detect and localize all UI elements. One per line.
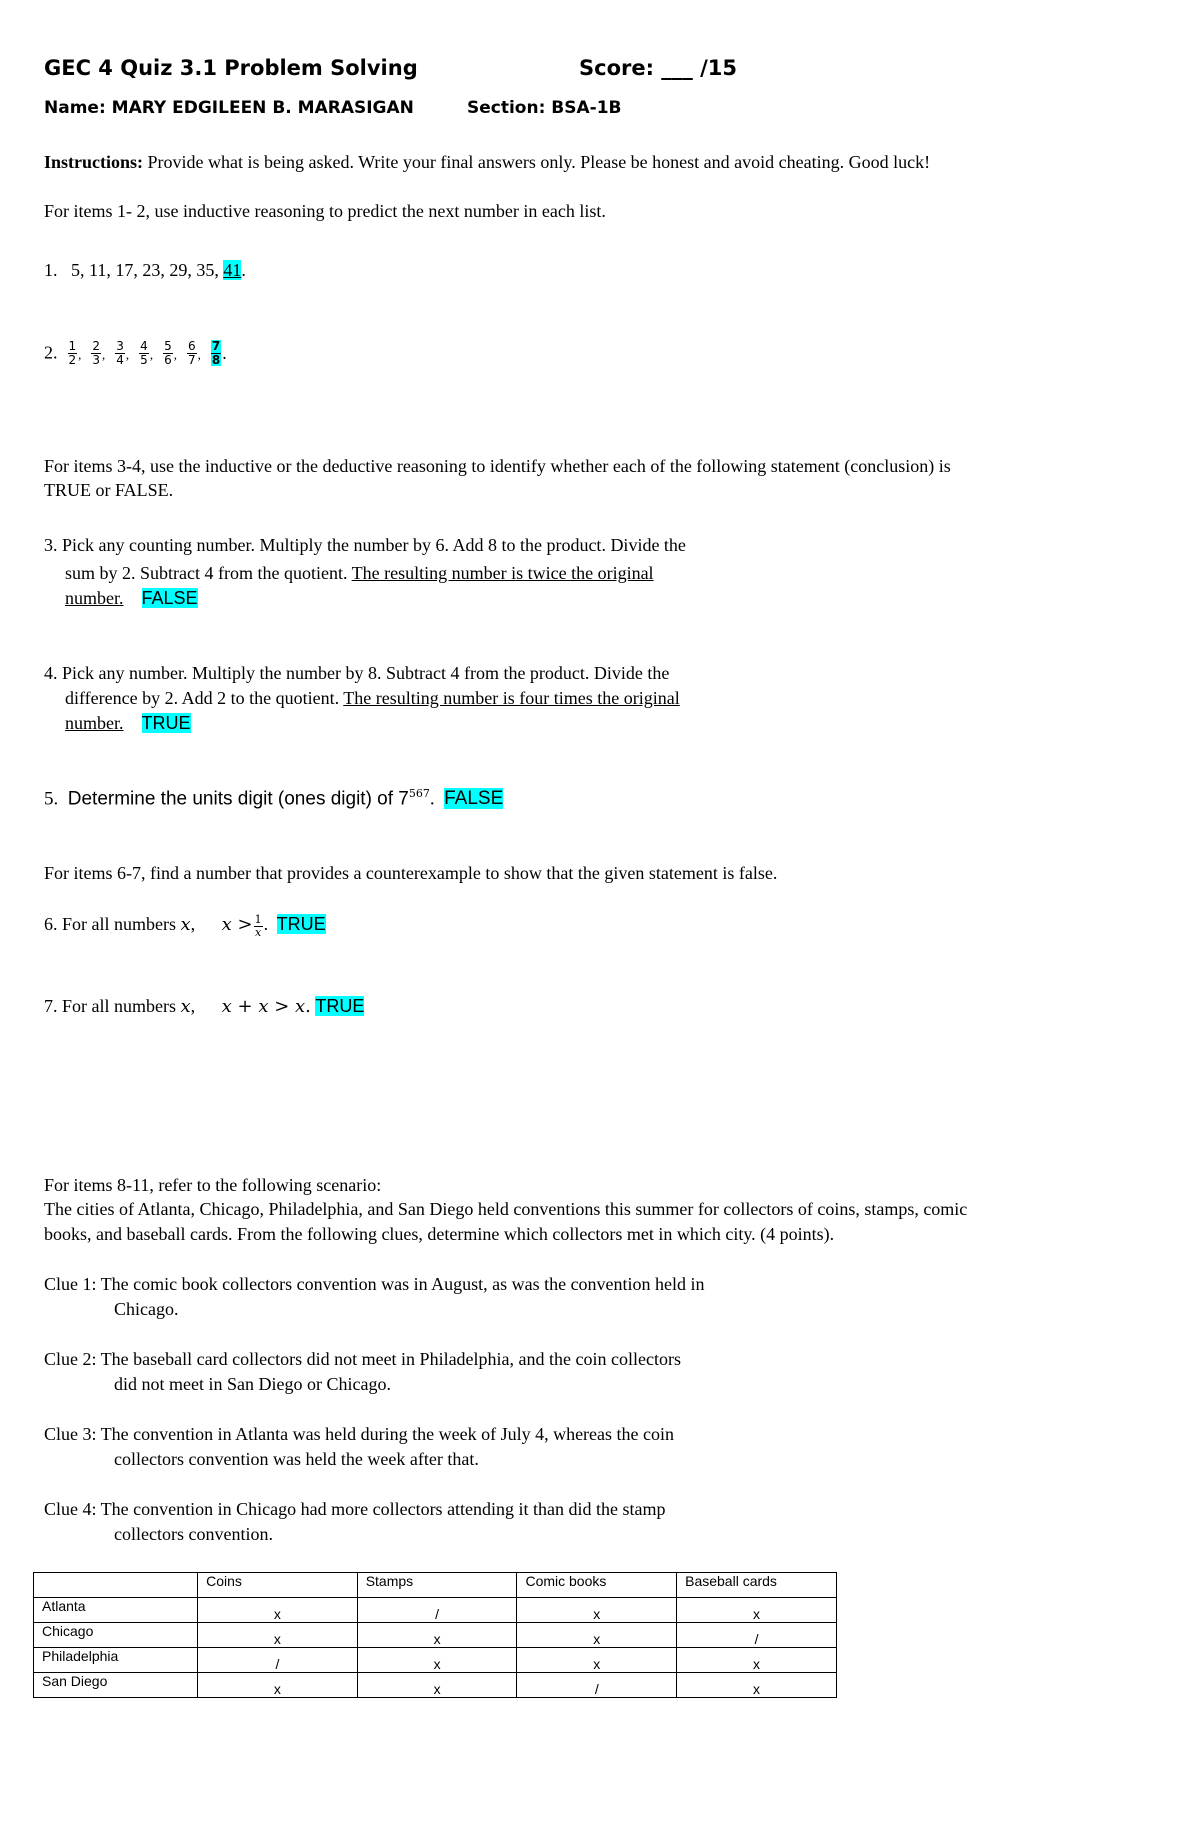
clue-2-line2: did not meet in San Diego or Chicago. [114, 1374, 391, 1394]
question-6-answer: TRUE [276, 914, 326, 935]
table-cell-mark: x [517, 1598, 677, 1623]
table-cell-mark: / [517, 1673, 677, 1698]
clue-3-line1: Clue 3: The convention in Atlanta was held during the week of July 4, whereas the coin [44, 1424, 675, 1444]
fraction-separator: , [173, 347, 177, 363]
question-3-plain: sum by 2. Subtract 4 from the quotient. [65, 563, 352, 583]
question-2-fraction [68, 340, 78, 366]
question-2: 2. $\frac{1}{2}$ , $\frac{2}{3}$ , $\frac{3}{4}$ , $\frac{4}{5}$ , $\frac{5}{6}$ , $\frac{6}{7}$ , $\frac{7}{8}$ . [44, 339, 227, 367]
question-3-conclusion-end: number. [65, 588, 124, 608]
question-7-text: 7. For all numbers [44, 996, 176, 1016]
table-cell-mark: / [357, 1598, 517, 1623]
question-4-conclusion: The resulting number is four times the original [343, 688, 680, 708]
question-1-sequence: 5, 11, 17, 23, 29, 35, [71, 260, 219, 280]
student-name: Name: MARY EDGILEEN B. MARASIGAN [44, 98, 414, 118]
table-cell-mark: x [198, 1623, 358, 1648]
question-4-plain: difference by 2. Add 2 to the quotient. [65, 688, 344, 708]
table-cell-mark: x [677, 1648, 837, 1673]
fraction-numerator: 6 [187, 339, 196, 353]
table-row-city: Chicago [34, 1623, 198, 1648]
table-header-baseball-cards: Baseball cards [677, 1573, 837, 1598]
instructions-label: Instructions: [44, 152, 144, 172]
question-2-number: 2. [44, 342, 58, 363]
items-3-4-intro-line2: TRUE or FALSE. [44, 480, 174, 500]
scenario-line2: books, and baseball cards. From the following clues, determine which collectors met in which city. (4 points). [44, 1224, 835, 1244]
question-1-answer: 41 [223, 260, 242, 280]
fraction-denominator: 7 [187, 352, 196, 367]
fraction-separator: , [149, 347, 154, 363]
scenario-line1: The cities of Atlanta, Chicago, Philadelphia, and San Diego held conventions this summer for collectors of coins, stamps, comic [44, 1199, 968, 1219]
table-cell-mark: x [198, 1673, 358, 1698]
items-8-11-intro: For items 8-11, refer to the following scenario: [44, 1175, 382, 1195]
question-6-fraction [254, 914, 263, 938]
question-6: 6. For all numbers x, x > $\frac{1}{x}$ . TRUE [44, 913, 326, 939]
table-cell-mark: x [677, 1673, 837, 1698]
fraction-denominator: 3 [92, 352, 101, 367]
question-3-line2 [65, 563, 654, 584]
question-3-line1: 3. Pick any counting number. Multiply the number by 6. Add 8 to the product. Divide the [44, 535, 686, 555]
fraction-denominator: 6 [164, 352, 172, 367]
student-section: Section: BSA-1B [467, 98, 622, 118]
table-cell-mark: x [357, 1648, 517, 1673]
fraction-separator: , [102, 347, 106, 363]
fraction-separator: , [197, 347, 201, 363]
clue-2-line1: Clue 2: The baseball card collectors did not meet in Philadelphia, and the coin collectors [44, 1349, 681, 1369]
question-3-line3 [65, 588, 198, 609]
question-2-answer-denominator: 8 [211, 352, 221, 367]
clue-1-line2: Chicago. [114, 1299, 179, 1319]
table-header-comic-books: Comic books [517, 1573, 677, 1598]
fraction-numerator: 5 [164, 339, 172, 353]
question-3-answer: FALSE [141, 588, 198, 608]
table-cell-mark: x [357, 1623, 517, 1648]
question-6-fraction-numerator: 1 [254, 913, 262, 926]
question-7: 7. For all numbers x, x + x > x. TRUE [44, 996, 365, 1017]
table-cell-mark: / [677, 1623, 837, 1648]
question-5-answer: FALSE [444, 788, 504, 810]
question-2-fraction [139, 340, 149, 366]
question-2-fractions [67, 339, 210, 367]
question-4-line3 [65, 713, 191, 734]
score-field: Score: ___ /15 [579, 56, 738, 80]
table-row [34, 1623, 837, 1648]
question-5-exponent: 567 [408, 787, 430, 800]
question-2-fraction [163, 340, 173, 366]
question-4-line1: 4. Pick any number. Multiply the number by 8. Subtract 4 from the product. Divide the [44, 663, 670, 683]
question-1: 1. 5, 11, 17, 23, 29, 35, 41. [44, 260, 246, 280]
question-1-number: 1. [44, 260, 58, 280]
question-5-number: 5. [44, 788, 59, 810]
question-6-variable: x [180, 914, 191, 936]
table-body [34, 1598, 837, 1698]
table-header-stamps: Stamps [357, 1573, 517, 1598]
question-2-answer [211, 340, 221, 366]
table-header-row [34, 1573, 837, 1598]
table-cell-mark: / [198, 1648, 358, 1673]
clue-4-line2: collectors convention. [114, 1524, 273, 1544]
table-row [34, 1648, 837, 1673]
clue-4-line1: Clue 4: The convention in Chicago had more collectors attending it than did the stamp [44, 1499, 666, 1519]
question-7-variable: x [180, 996, 191, 1017]
question-7-expression: x + x > x. [221, 996, 311, 1017]
question-6-fraction-denominator: x [255, 925, 262, 939]
table-header-coins: Coins [198, 1573, 358, 1598]
fraction-denominator: 5 [140, 352, 148, 367]
table-cell-mark: x [357, 1673, 517, 1698]
table-row [34, 1598, 837, 1623]
clue-3-line2: collectors convention was held the week after that. [114, 1449, 479, 1469]
table-cell-mark: x [517, 1648, 677, 1673]
question-7-answer: TRUE [315, 996, 365, 1016]
question-6-expression: x > [221, 914, 253, 936]
question-6-text: 6. For all numbers [44, 914, 176, 935]
table-row-city: Philadelphia [34, 1648, 198, 1673]
table-header-corner [34, 1573, 198, 1598]
fraction-numerator: 4 [140, 339, 148, 353]
fraction-separator: , [125, 347, 130, 363]
items-3-4-intro-line1: For items 3-4, use the inductive or the deductive reasoning to identify whether each of the following statement (conclusion) is [44, 456, 951, 476]
fraction-numerator: 1 [68, 339, 77, 353]
quiz-title: GEC 4 Quiz 3.1 Problem Solving [44, 56, 418, 80]
question-5-text: Determine the units digit (ones digit) of 7 [67, 788, 409, 810]
question-4-conclusion-end: number. [65, 713, 124, 733]
question-2-fraction [91, 340, 101, 366]
instructions-text: Provide what is being asked. Write your final answers only. Please be honest and avoid cheating. Good luck! [143, 152, 931, 172]
question-2-answer-numerator: 7 [211, 339, 221, 353]
items-1-2-intro: For items 1- 2, use inductive reasoning to predict the next number in each list. [44, 201, 606, 221]
table-row-city: San Diego [34, 1673, 198, 1698]
question-4-line2 [65, 688, 680, 709]
question-4-answer: TRUE [141, 713, 191, 733]
table-row-city: Atlanta [34, 1598, 198, 1623]
question-3-conclusion: The resulting number is twice the original [351, 563, 654, 583]
question-2-fraction [115, 340, 125, 366]
table-cell-mark: x [677, 1598, 837, 1623]
table-cell-mark: x [517, 1623, 677, 1648]
fraction-denominator: 2 [68, 352, 77, 367]
table-cell-mark: x [198, 1598, 358, 1623]
instructions [44, 152, 930, 173]
fraction-denominator: 4 [116, 352, 124, 367]
fraction-numerator: 2 [92, 339, 101, 353]
logic-grid-table [33, 1572, 837, 1698]
table-row [34, 1673, 837, 1698]
question-2-fraction [187, 340, 197, 366]
items-6-7-intro: For items 6-7, find a number that provides a counterexample to show that the given statement is false. [44, 863, 778, 883]
question-5-end: . [429, 788, 435, 810]
fraction-numerator: 3 [116, 339, 124, 353]
question-5 [44, 787, 503, 810]
fraction-separator: , [78, 347, 82, 363]
clue-1-line1: Clue 1: The comic book collectors convention was in August, as was the convention held in [44, 1274, 705, 1294]
